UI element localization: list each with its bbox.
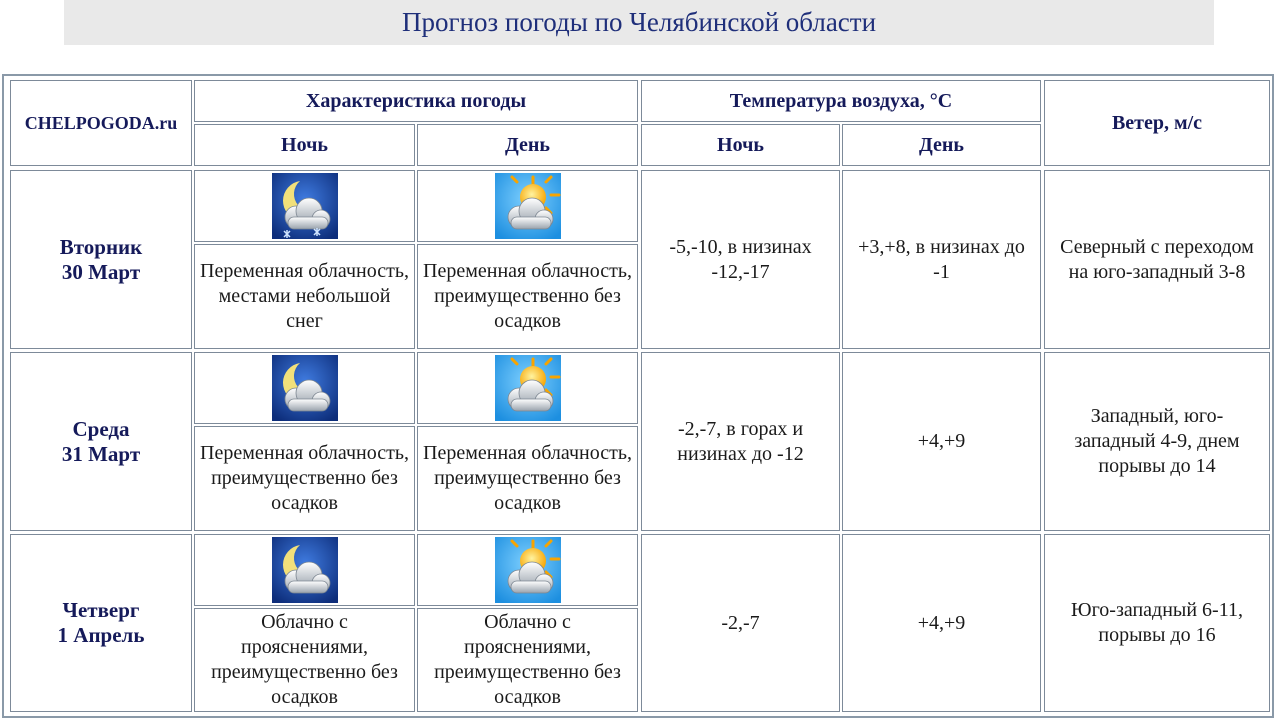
row-day-label [10,534,192,712]
temp-day: +3,+8, в низинах до -1 [842,170,1041,349]
night-description: Переменная облачность, преимущественно без осадков [194,426,415,531]
weather-night-header: Ночь [194,124,415,166]
moon-cloud-icon [272,537,338,603]
moon-cloud-snow-icon [272,173,338,239]
weekday: Среда [72,416,130,441]
temp-night-header: Ночь [641,124,840,166]
page-title: Прогноз погоды по Челябинской области [401,7,877,37]
date: 31 Март [61,441,141,466]
temp-night: -2,-7, в горах и низинах до -12 [641,352,840,531]
night-icon-cell [194,170,415,242]
day-icon-cell [417,170,638,242]
date: 1 Апрель [57,623,145,647]
night-description: Облачно с прояснениями, преимущественно без осадков [194,608,415,712]
weather-char-header: Характеристика погоды [194,80,638,122]
weather-day-header: День [417,124,638,166]
site-name: CHELPOGODA.ru [10,80,192,166]
title-bar [64,0,1214,45]
day-description: Переменная облачность, преимущественно без осадков [417,426,638,531]
night-description: Переменная облачность, местами небольшой снег [194,244,415,349]
day-icon-cell [417,352,638,424]
sun-cloud-icon [495,173,561,239]
sun-cloud-icon [495,537,561,603]
sun-cloud-icon [495,355,561,421]
row-day-label [10,352,192,531]
temp-day-header: День [842,124,1041,166]
temp-day: +4,+9 [842,352,1041,531]
temp-night: -2,-7 [641,534,840,712]
wind-value: Северный с переходом на юго-западный 3-8 [1044,170,1270,349]
wind-value: Юго-западный 6-11, порывы до 16 [1044,534,1270,712]
air-temp-header: Температура воздуха, °С [641,80,1041,122]
day-description: Переменная облачность, преимущественно без осадков [417,244,638,349]
day-description: Облачно с прояснениями, преимущественно без осадков [417,608,638,712]
weekday: Четверг [62,598,140,622]
date: 30 Март [61,259,141,284]
moon-cloud-icon [272,355,338,421]
temp-day: +4,+9 [842,534,1041,712]
wind-header: Ветер, м/с [1044,80,1270,166]
weekday: Вторник [59,234,143,259]
forecast-table [2,74,1274,718]
temp-night: -5,-10, в низинах -12,-17 [641,170,840,349]
night-icon-cell [194,352,415,424]
day-icon-cell [417,534,638,606]
night-icon-cell [194,534,415,606]
wind-value: Западный, юго-западный 4-9, днем порывы до 14 [1044,352,1270,531]
row-day-label [10,170,192,349]
